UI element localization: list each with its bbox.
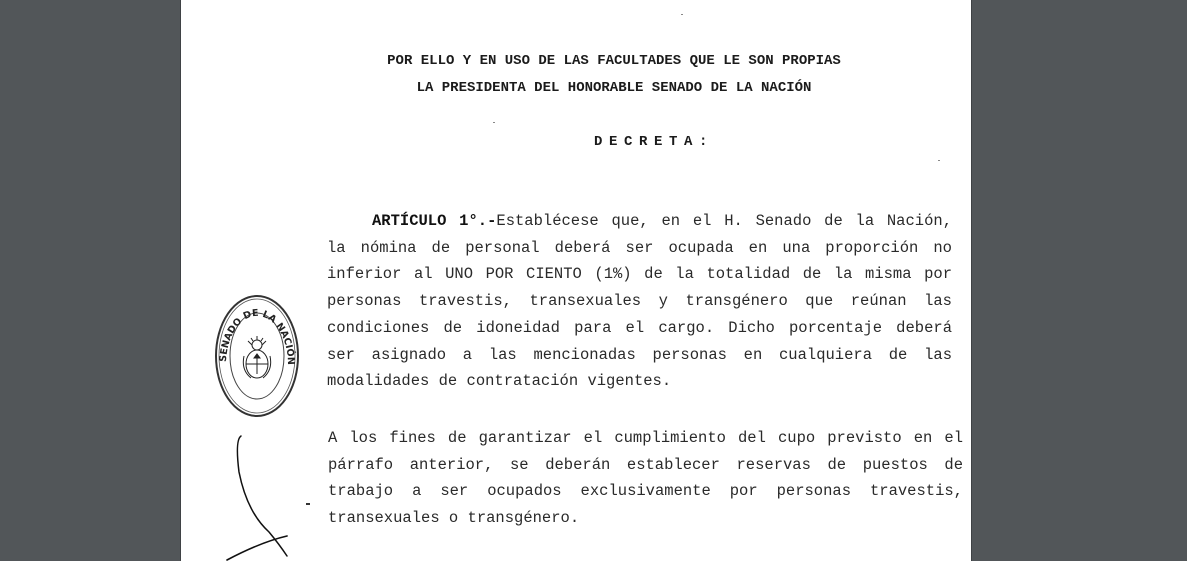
senate-seal <box>214 294 300 418</box>
heading-line-1: POR ELLO Y EN USO DE LAS FACULTADES QUE LE SON PROPIAS <box>387 53 841 69</box>
paragraph-2-line-1: A los fines de garantizar el cumplimiento del cupo previsto en el <box>328 429 963 447</box>
scan-speck <box>493 122 495 123</box>
article-1-line-7: modalidades de contratación vigentes. <box>327 372 672 391</box>
article-1-line-3: inferior al UNO POR CIENTO (1%) de la totalidad de la misma por <box>327 265 952 284</box>
argentina-coat-of-arms-icon <box>243 336 270 378</box>
paragraph-2 <box>328 425 963 532</box>
article-1-line-5: condiciones de idoneidad para el cargo. Dicho porcentaje deberá <box>327 318 952 337</box>
article-1-paragraph <box>327 208 952 395</box>
article-1-line-1 <box>327 208 952 235</box>
scan-speck <box>938 160 940 161</box>
scan-speck <box>681 14 683 15</box>
paragraph-2-line-4: transexuales o transgénero. <box>328 509 580 528</box>
paragraph-2-line-2: párrafo anterior, se deberán establecer reservas de puestos de <box>328 455 963 474</box>
handwritten-signature <box>221 432 321 561</box>
decree-word: DECRETA: <box>594 134 715 150</box>
article-1-label: ARTÍCULO 1°.- <box>372 212 497 230</box>
heading-line-2: LA PRESIDENTA DEL HONORABLE SENADO DE LA NACIÓN <box>416 80 812 96</box>
seal-text: SENADO DE LA NACIÓN <box>217 307 297 366</box>
paragraph-2-line-3: trabajo a ser ocupados exclusivamente por personas travestis, <box>328 482 963 501</box>
article-1-line-1-text: Establécese que, en el H. Senado de la Nación, <box>496 212 952 230</box>
ink-mark <box>306 503 310 505</box>
document-page <box>180 0 972 561</box>
article-1-line-4: personas travestis, transexuales y transgénero que reúnan las <box>327 292 952 311</box>
article-1-line-6: ser asignado a las mencionadas personas en cualquiera de las <box>327 345 952 364</box>
article-1-line-2: la nómina de personal deberá ser ocupada en una proporción no <box>327 238 952 257</box>
